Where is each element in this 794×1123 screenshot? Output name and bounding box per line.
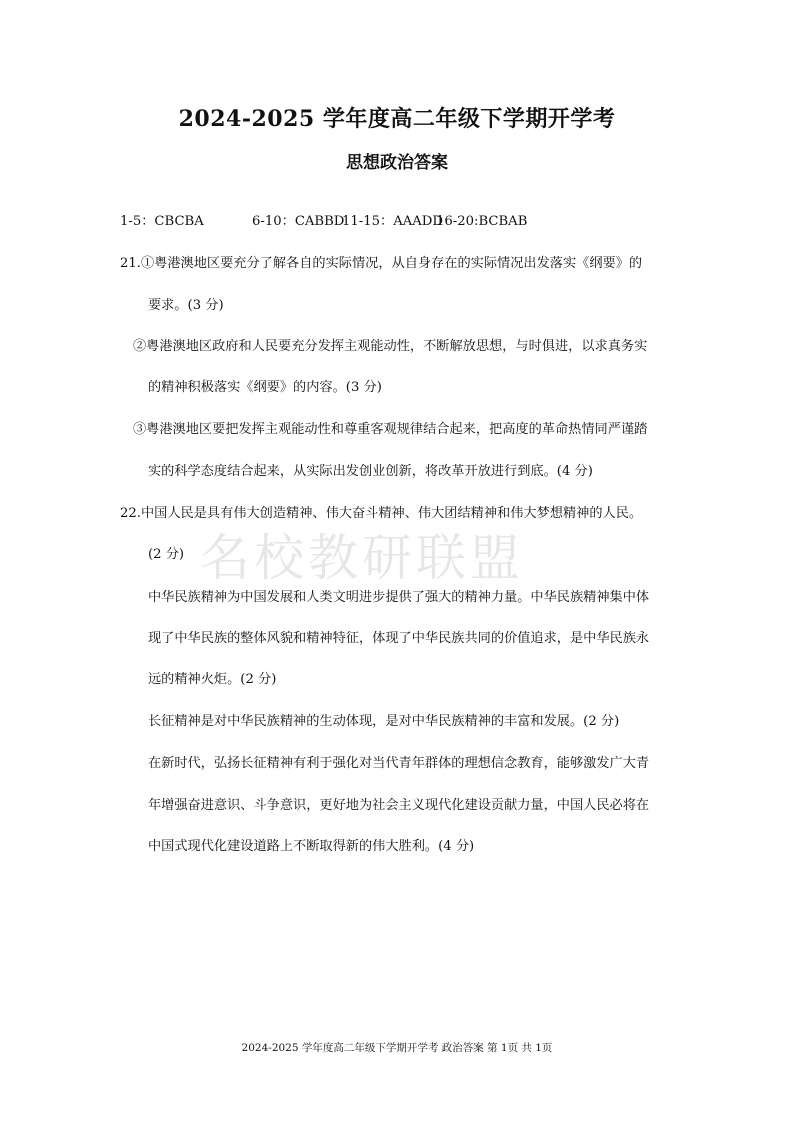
q22-line-2: (2 分)	[148, 547, 185, 562]
choice-answer-6-10: 6-10：CABBD	[252, 214, 345, 229]
q22-line-1: 22.中国人民是具有伟大创造精神、伟大奋斗精神、伟大团结精神和伟大梦想精神的人民。	[120, 506, 643, 521]
q22-line-6: 长征精神是对中华民族精神的生动体现，是对中华民族精神的丰富和发展。(2 分)	[148, 714, 620, 729]
q21-line-6: 实的科学态度结合起来，从实际出发创业创新，将改革开放进行到底。(4 分)	[148, 464, 593, 479]
q21-line-5: ③粤港澳地区要把发挥主观能动性和尊重客观规律结合起来，把高度的革命热情同严谨踏	[133, 422, 648, 437]
document-subtitle: 思想政治答案	[346, 153, 448, 173]
q22-line-9: 中国式现代化建设道路上不断取得新的伟大胜利。(4 分)	[148, 839, 475, 854]
q22-line-8: 年增强奋进意识、斗争意识，更好地为社会主义现代化建设贡献力量，中国人民必将在	[148, 798, 650, 813]
page-footer: 2024-2025 学年度高二年级下学期开学考 政治答案 第 1页 共 1页	[241, 1042, 553, 1054]
q21-line-1: 21.①粤港澳地区要充分了解各自的实际情况，从自身存在的实际情况出发落实《纲要》的	[120, 256, 643, 271]
q22-line-5: 远的精神火炬。(2 分)	[148, 672, 277, 687]
q22-line-4: 现了中华民族的整体风貌和精神特征，体现了中华民族共同的价值追求，是中华民族永	[148, 631, 650, 646]
q21-line-3: ②粤港澳地区政府和人民要充分发挥主观能动性，不断解放思想，与时俱进，以求真务实	[133, 339, 648, 354]
q22-line-7: 在新时代，弘扬长征精神有利于强化对当代青年群体的理想信念教育，能够激发广大青	[148, 756, 650, 771]
choice-answers	[120, 212, 527, 232]
watermark: 名校教研联盟	[200, 529, 524, 587]
choice-answer-11-15: 11-15：AAADD	[342, 214, 443, 229]
choice-answer-1-5: 1-5：CBCBA	[120, 214, 204, 229]
q21-line-4: 的精神积极落实《纲要》的内容。(3 分)	[148, 380, 382, 395]
document-title: 2024-2025 学年度高二年级下学期开学考	[178, 106, 616, 132]
choice-answer-16-20: 16-20:BCBAB	[436, 214, 528, 229]
q21-line-2: 要求。(3 分)	[148, 298, 224, 313]
q22-line-3: 中华民族精神为中国发展和人类文明进步提供了强大的精神力量。中华民族精神集中体	[148, 590, 650, 605]
